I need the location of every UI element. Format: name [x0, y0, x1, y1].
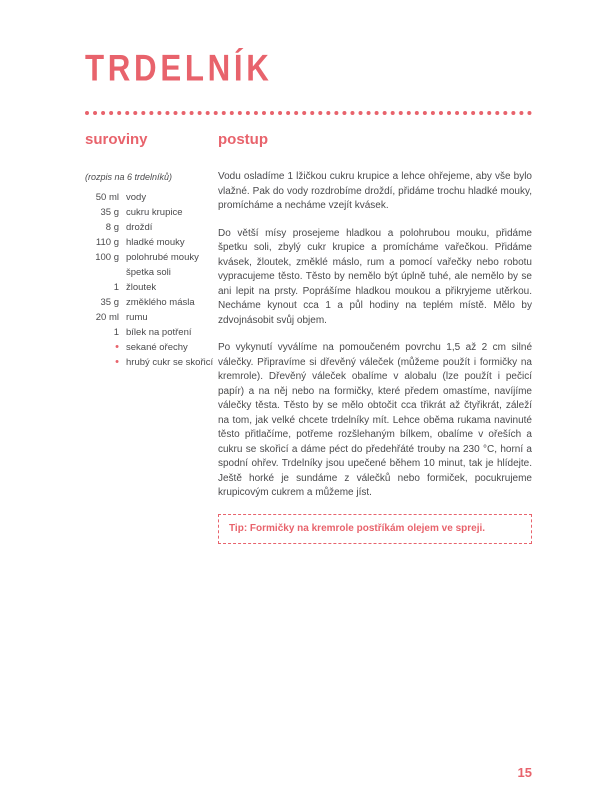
ingredients-heading: suroviny	[85, 131, 148, 148]
ingredient-name: špetka soli	[126, 267, 171, 278]
ingredient-qty: 110 g	[95, 237, 119, 248]
ingredient-name: změklého másla	[126, 297, 195, 308]
ingredient-name: droždí	[126, 222, 153, 233]
ingredient-name: cukru krupice	[126, 207, 183, 218]
tip-text: Tip: Formičky na kremrole postříkám olejem ve spreji.	[229, 522, 486, 534]
ingredient-name: bílek na potření	[126, 327, 192, 338]
ingredient-qty: 35 g	[100, 297, 119, 308]
content-columns	[85, 131, 532, 544]
ingredient-name: žloutek	[126, 282, 157, 293]
dotted-separator	[85, 111, 532, 115]
ingredient-bullet: •	[115, 356, 119, 368]
ingredient-name: rumu	[126, 312, 148, 323]
ingredient-row	[85, 190, 218, 205]
ingredient-qty: 50 ml	[95, 192, 119, 203]
page-title: TRDELNÍK	[85, 48, 273, 90]
ingredient-row	[85, 295, 218, 310]
ingredient-name: vody	[126, 192, 147, 203]
ingredient-name: sekané ořechy	[126, 342, 188, 353]
ingredient-row	[85, 205, 218, 220]
ingredient-qty: 20 ml	[95, 312, 119, 323]
method-paragraph: Do větší mísy prosejeme hladkou a polohrubou mouku, přidáme špetku soli, zbylý cukr krupice a promícháme vařečkou. Přidáme kvásek, žloutek, změklé máslo, rum a pomocí vařečky nebo robotu vypracujeme těsto. Těsto by nemělo být úplně tuhé, ale nemělo by se ani lepit na prsty. Poprášíme hladkou moukou a přikryjeme utěrkou. Necháme kynout cca 1 a půl hodiny na teplém místě. Mělo by zdvojnásobit svůj objem.	[218, 227, 532, 326]
ingredient-row	[85, 325, 218, 340]
ingredients-list	[85, 190, 218, 370]
ingredient-row	[85, 220, 218, 235]
ingredient-name: polohrubé mouky	[126, 252, 199, 263]
ingredient-bullet: •	[115, 341, 119, 353]
ingredient-row	[85, 235, 218, 250]
method-paragraph: Po vykynutí vyválíme na pomoučeném povrchu 1,5 až 2 cm silné válečky. Připravíme si dřevěný váleček (můžeme použít i formičky na kremrole). Dřevěný váleček obalíme v alobalu (lze použít i pečicí papír) a na něj nebo na formičky, které předem omastíme, navíjíme válečky těsta. Těsto by se mělo obtočit cca třikrát až čtyřikrát, záleží na tom, jak velké chcete trdelníky mít. Lehce oběma rukama navinuté těsto přitlačíme, potřeme rozšlehaným bílkem, obalíme v ořeších a cukru se skořicí a dáme péct do předehřáté trouby na 230 °C, horní a spodní ohřev. Trdelníky jsou upečené během 10 minut, tak je hlídejte. Ještě horké je sundáme z válečků nebo formiček, pocukrujeme krupicovým cukrem a můžeme jíst.	[218, 342, 532, 498]
ingredient-row	[85, 265, 218, 280]
method-heading: postup	[218, 131, 268, 148]
ingredient-row	[85, 355, 218, 370]
ingredient-name: hladké mouky	[126, 237, 185, 248]
ingredient-qty: 1	[113, 327, 119, 338]
tip-box	[218, 514, 532, 544]
ingredient-qty: 35 g	[100, 207, 119, 218]
ingredient-row	[85, 340, 218, 355]
ingredient-qty: 8 g	[105, 222, 119, 233]
ingredient-qty: 1	[113, 282, 119, 293]
method-paragraph: Vodu osladíme 1 lžičkou cukru krupice a lehce ohřejeme, aby vše bylo vlažné. Pak do vody rozdrobíme droždí, přidáme trochu hladké mouky, promícháme a necháme vzejít kvásek.	[218, 171, 532, 211]
ingredient-qty: 100 g	[95, 252, 119, 263]
ingredient-qty	[85, 265, 119, 280]
ingredients-column	[85, 131, 218, 544]
ingredient-row	[85, 280, 218, 295]
method-paragraphs	[218, 170, 532, 501]
method-column	[218, 131, 532, 544]
ingredients-note: (rozpis na 6 trdelníků)	[85, 172, 173, 182]
page-number: 15	[517, 765, 532, 780]
ingredient-row	[85, 310, 218, 325]
ingredient-name: hrubý cukr se skořicí	[126, 357, 214, 368]
ingredient-row	[85, 250, 218, 265]
